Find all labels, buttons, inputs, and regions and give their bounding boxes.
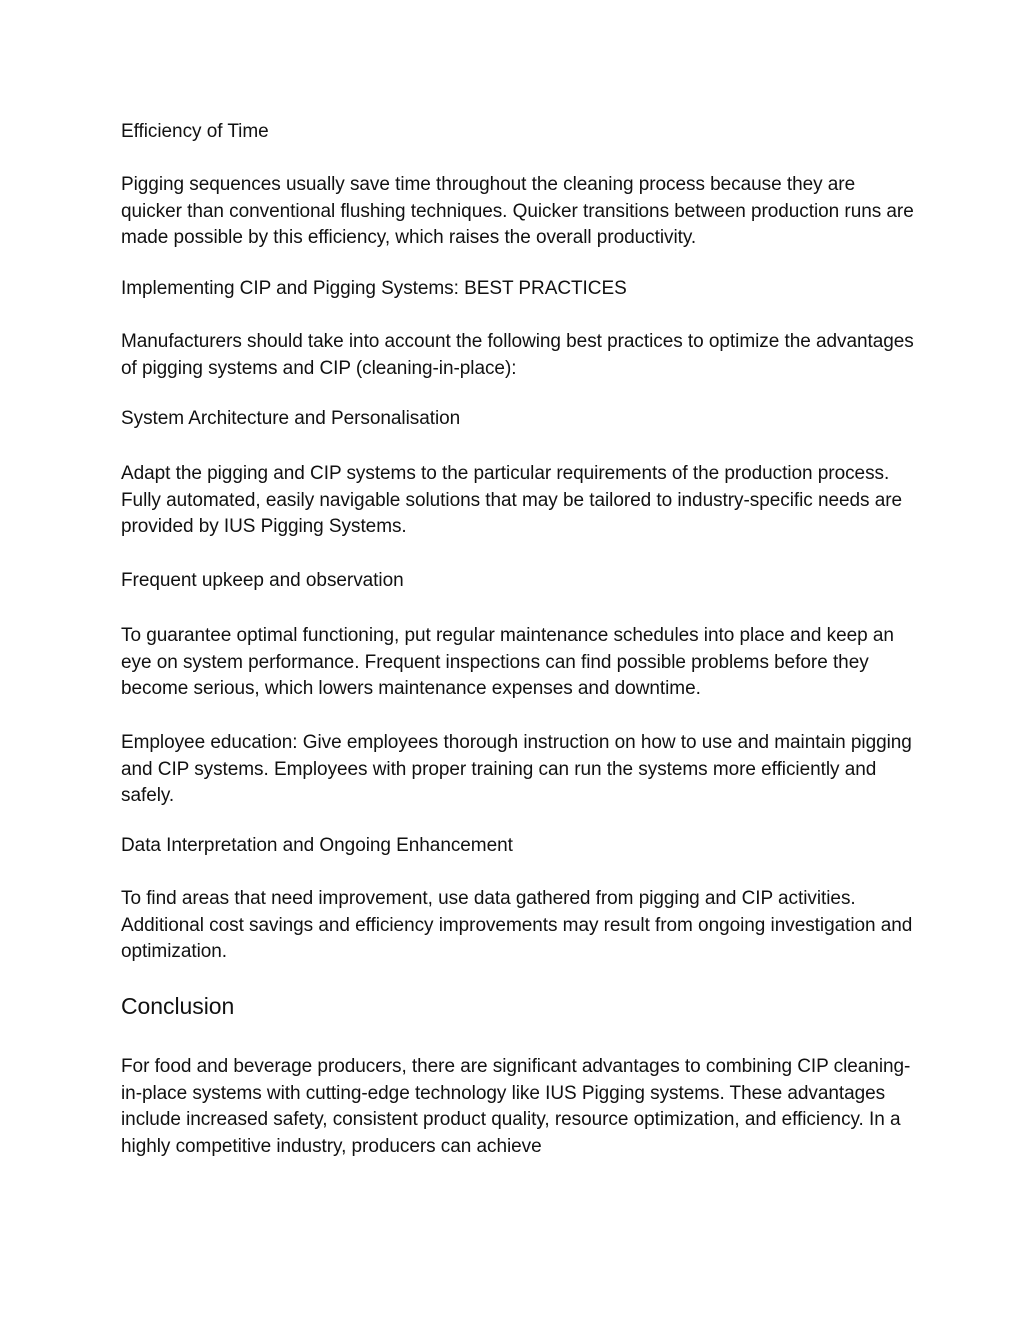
paragraph-find-areas: To find areas that need improvement, use data gathered from pigging and CIP activities. Additional cost savings and efficiency improvements may result from ongoing investigation and optimization. — [121, 888, 913, 963]
paragraph-conclusion: For food and beverage producers, there are significant advantages to combining CIP cleaning-in-place systems with cutting-edge technology like IUS Pigging systems. These advantages include increased safety, consistent product quality, resource optimization, and efficiency. In a highly competitive industry, producers can achieve — [121, 1056, 911, 1157]
heading-system-architecture: System Architecture and Personalisation — [121, 408, 461, 429]
heading-conclusion: Conclusion — [121, 993, 235, 1019]
heading-data-interpretation: Data Interpretation and Ongoing Enhancement — [121, 835, 513, 856]
heading-efficiency-of-time: Efficiency of Time — [121, 121, 269, 142]
heading-frequent-upkeep: Frequent upkeep and observation — [121, 570, 404, 591]
paragraph-guarantee: To guarantee optimal functioning, put regular maintenance schedules into place and keep an eye on system performance. Frequent inspections can find possible problems before they become serious, which lowers maintenance expenses and downtime. — [121, 625, 894, 700]
heading-best-practices: Implementing CIP and Pigging Systems: BEST PRACTICES — [121, 278, 627, 299]
paragraph-employee-education: Employee education: Give employees thorough instruction on how to use and maintain pigging and CIP systems. Employees with proper training can run the systems more efficiently and safely. — [121, 732, 912, 807]
paragraph-manufacturers: Manufacturers should take into account the following best practices to optimize the advantages of pigging systems and CIP (cleaning-in-place): — [121, 331, 914, 379]
paragraph-pigging-sequences: Pigging sequences usually save time throughout the cleaning process because they are quicker than conventional flushing techniques. Quicker transitions between production runs are made possible by this efficiency, which raises the overall productivity. — [121, 174, 914, 249]
paragraph-adapt: Adapt the pigging and CIP systems to the particular requirements of the production process. Fully automated, easily navigable solutions that may be tailored to industry-specific needs are provided by IUS Pigging Systems. — [121, 463, 903, 538]
